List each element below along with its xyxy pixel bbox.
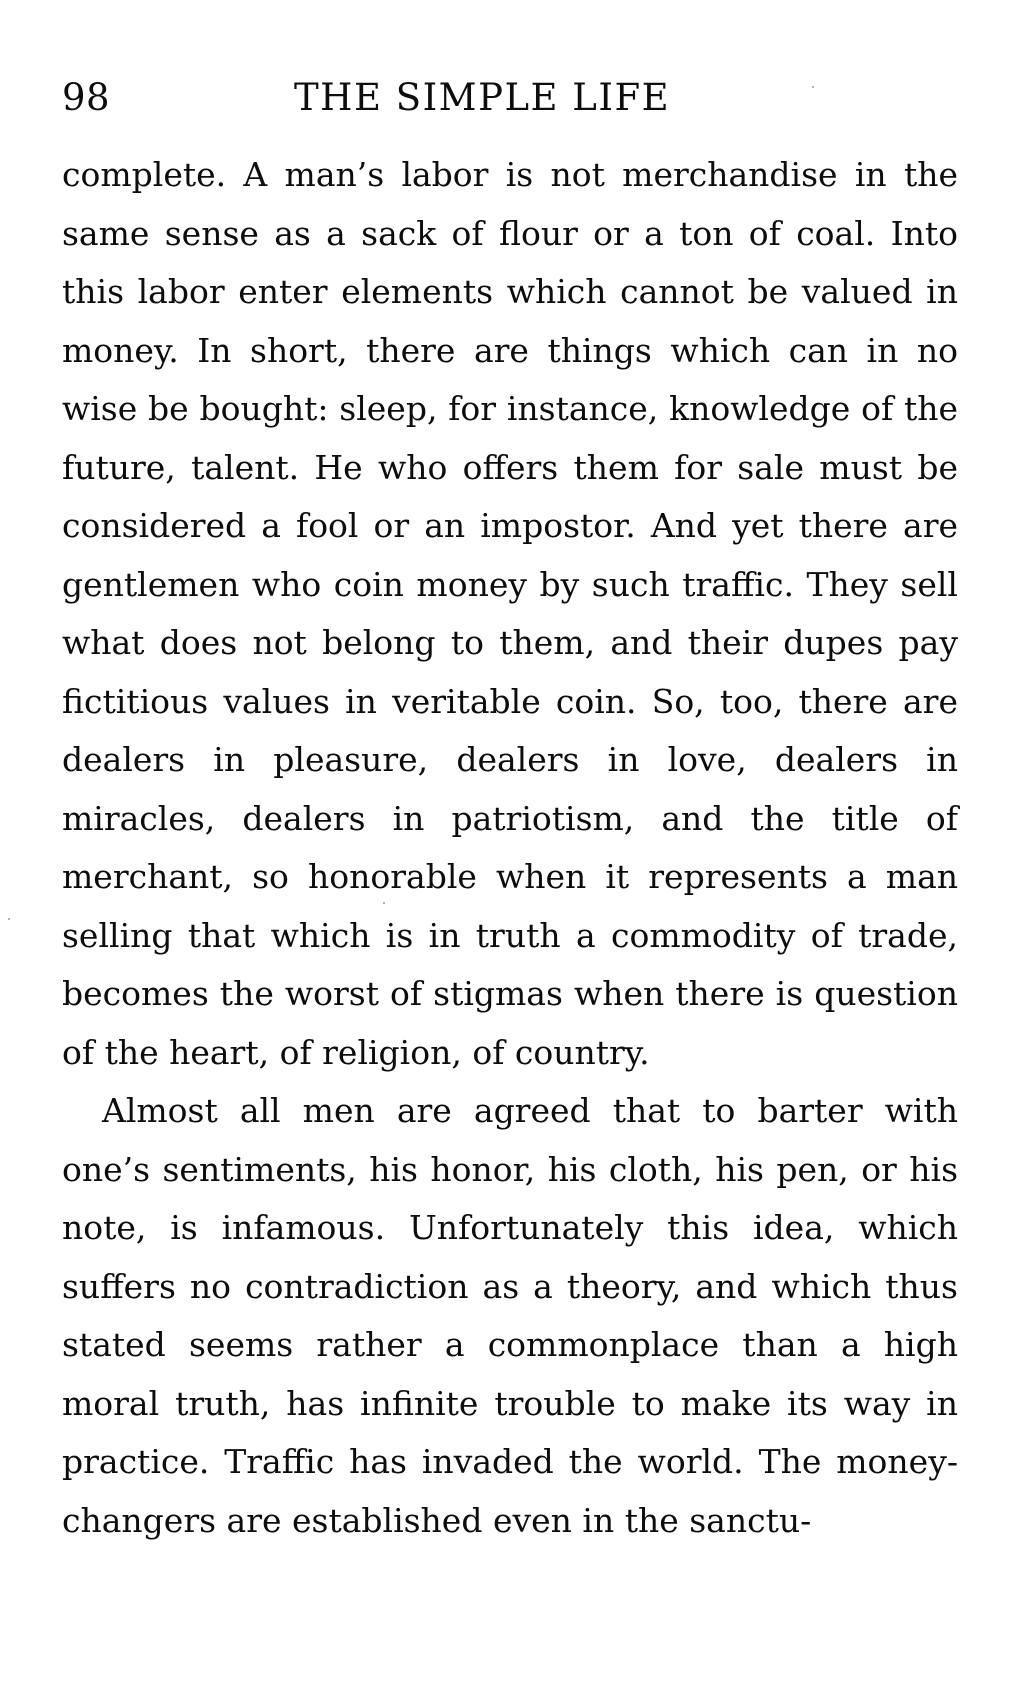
paper-speck	[8, 918, 10, 920]
page-number: 98	[62, 76, 111, 119]
paper-speck	[812, 86, 814, 88]
paragraph: complete. A man’s labor is not merchandise in the same sense as a sack of flour or a ton of coal. Into this labor enter elements which cannot be valued in money. In short, there are things which can in no wise be bought: sleep, for instance, knowledge of the future, talent. He who offers them for sale must be considered a fool or an impostor. And yet there are gentlemen who coin money by such traffic. They sell what does not belong to them, and their dupes pay fictitious values in veritable coin. So, too, there are dealers in pleasure, dealers in love, dealers in miracles, dealers in patriotism, and the title of merchant, so honorable when it represents a man selling that which is in truth a commodity of trade, becomes the worst of stigmas when there is question of the heart, of religion, of country.	[62, 155, 958, 1072]
paragraph: Almost all men are agreed that to barter with one’s sentiments, his honor, his cloth, his pen, or his note, is infamous. Unfortunately this idea, which suffers no contradiction as a theory, and which thus stated seems rather a commonplace than a high moral truth, has infinite trouble to make its way in practice. Traffic has invaded the world. The money-changers are established even in the sanctu-	[62, 1091, 958, 1540]
paper-speck	[383, 902, 385, 904]
page-header	[62, 68, 962, 128]
running-title: THE SIMPLE LIFE	[294, 76, 671, 119]
body-text	[62, 146, 958, 1550]
